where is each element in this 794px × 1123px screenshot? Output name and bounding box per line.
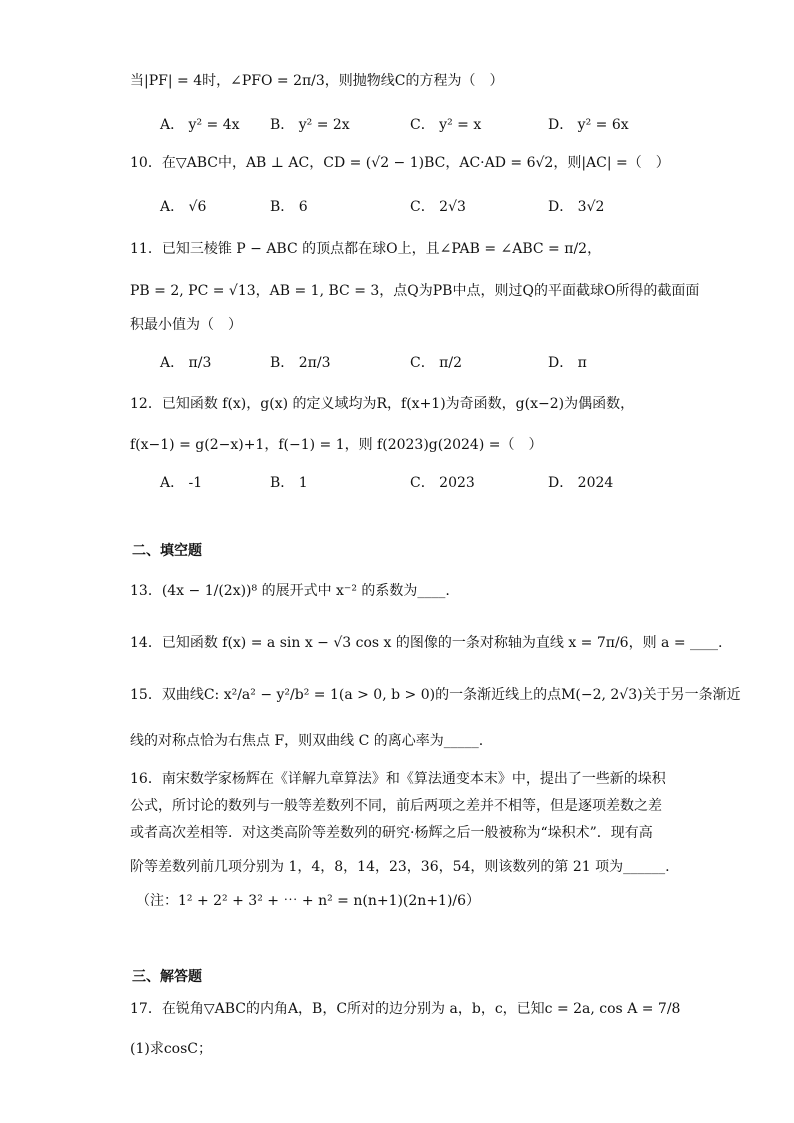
q16-line2: 公式，所讨论的数列与一般等差数列不同，前后两项之差并不相等，但是逐项差数之差 [130, 798, 662, 814]
q10-option-c: C． 2√3 [410, 199, 466, 215]
q16-line1: 16．南宋数学家杨辉在《详解九章算法》和《算法通变本末》中，提出了一些新的垛积 [130, 771, 666, 787]
section-fill-in-title: 二、填空题 [132, 543, 202, 559]
section-answer-title: 三、解答题 [132, 969, 202, 985]
q16-line4: 阶等差数列前几项分别为 1，4，8，14，23，36，54，则该数列的第 21 项为______. [130, 859, 670, 875]
q10-option-b: B． 6 [270, 199, 308, 215]
q17-line1: 17．在锐角▽ABC的内角A，B，C所对的边分别为 a，b，c，已知c = 2a, cos A = 7/8 [130, 1001, 681, 1017]
q11-line3: 积最小值为（ ） [130, 317, 242, 333]
q12-option-a: A． -1 [160, 475, 203, 491]
q16-line3: 或者高次差相等．对这类高阶等差数列的研究·杨辉之后一般被称为“垛积术”．现有高 [130, 825, 653, 841]
q9-option-a: A． y² = 4x [160, 117, 240, 133]
q9-options [160, 114, 660, 136]
q11-line2: PB = 2, PC = √13，AB = 1, BC = 3，点Q为PB中点，则过Q的平面截球O所得的截面面 [130, 283, 700, 299]
q12-line2: f(x−1) = g(2−x)+1，f(−1) = 1，则 f(2023)g(2024) =（ ） [130, 437, 543, 453]
q11-option-d: D． π [548, 355, 587, 371]
q15-line2: 线的对称点恰为右焦点 F，则双曲线 C 的离心率为_____. [130, 733, 484, 749]
q12-option-b: B． 1 [270, 475, 308, 491]
q17-line2: (1)求cosC； [130, 1041, 212, 1057]
q12-options [160, 472, 660, 494]
q10-option-d: D． 3√2 [548, 199, 605, 215]
q10-stem: 10．在▽ABC中，AB ⊥ AC，CD = (√2 − 1)BC，AC·AD = 6√2，则|AC| =（ ） [130, 155, 670, 171]
q12-option-c: C． 2023 [410, 475, 475, 491]
q9-option-b: B． y² = 2x [270, 117, 350, 133]
q16-note: （注：1² + 2² + 3² + ⋯ + n² = n(n+1)(2n+1)/6） [136, 893, 481, 909]
q9-option-d: D． y² = 6x [548, 117, 629, 133]
q11-option-c: C． π/2 [410, 355, 462, 371]
q15-line1: 15．双曲线C: x²/a² − y²/b² = 1(a > 0, b > 0)的一条渐近线上的点M(−2, 2√3)关于另一条渐近 [130, 687, 741, 703]
q11-line1: 11．已知三棱锥 P − ABC 的顶点都在球O上，且∠PAB = ∠ABC = π/2， [130, 241, 602, 257]
q9-option-c: C． y² = x [410, 117, 482, 133]
q10-option-a: A． √6 [160, 199, 207, 215]
q11-option-b: B． 2π/3 [270, 355, 331, 371]
q11-option-a: A． π/3 [160, 355, 212, 371]
q12-line1: 12．已知函数 f(x)，g(x) 的定义域均为R，f(x+1)为奇函数，g(x−2)为偶函数， [130, 396, 635, 412]
q12-option-d: D． 2024 [548, 475, 614, 491]
q10-options [160, 196, 660, 218]
q11-options [160, 352, 660, 374]
q13-stem: 13．(4x − 1/(2x))⁸ 的展开式中 x⁻² 的系数为____. [130, 583, 450, 599]
q9-stem: 当|PF| = 4时，∠PFO = 2π/3，则抛物线C的方程为（ ） [130, 73, 504, 89]
q14-stem: 14．已知函数 f(x) = a sin x − √3 cos x 的图像的一条对称轴为直线 x = 7π/6，则 a = ____. [130, 635, 723, 651]
